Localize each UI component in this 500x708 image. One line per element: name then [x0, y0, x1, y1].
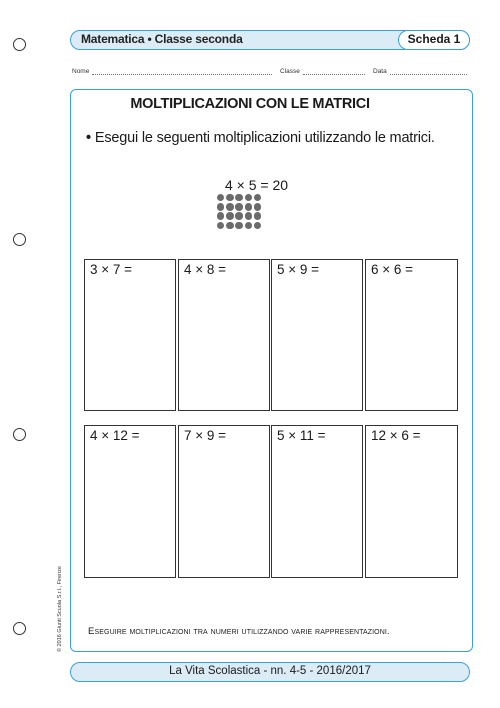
binder-hole-1: [13, 38, 26, 51]
binder-hole-3: [13, 428, 26, 441]
matrix-dot: [245, 222, 252, 229]
footer-bar: La Vita Scolastica - nn. 4-5 - 2016/2017: [70, 662, 470, 682]
sheet-number-badge: Scheda 1: [398, 30, 470, 50]
matrix-dot: [217, 203, 224, 210]
binder-hole-2: [13, 233, 26, 246]
matrix-dot: [226, 222, 233, 229]
copyright-notice: © 2016 Giunti Scuola S.r.l., Firenze: [57, 566, 63, 652]
exercise-label: 5 × 11 =: [277, 428, 326, 443]
matrix-dot: [245, 203, 252, 210]
date-field[interactable]: [373, 67, 467, 75]
exercise-label: 5 × 9 =: [277, 262, 320, 277]
name-field[interactable]: [72, 67, 272, 75]
matrix-dot: [226, 203, 233, 210]
exercise-label: 7 × 9 =: [184, 428, 227, 443]
class-field-label: Classe: [280, 68, 300, 75]
header-bar: [70, 30, 470, 50]
matrix-dot: [226, 212, 233, 219]
example-equation: 4 × 5 = 20: [225, 177, 289, 193]
exercise-label: 4 × 8 =: [184, 262, 227, 277]
binder-hole-4: [13, 622, 26, 635]
matrix-dot: [226, 194, 233, 201]
student-info-fields: [70, 67, 470, 79]
matrix-dot: [254, 203, 261, 210]
name-field-label: Nome: [72, 68, 90, 75]
exercise-box[interactable]: [271, 259, 363, 411]
matrix-dot: [254, 212, 261, 219]
exercise-label: 12 × 6 =: [371, 428, 421, 443]
subject-label: Matematica • Classe seconda: [81, 32, 243, 46]
name-field-line: [92, 67, 272, 75]
exercise-box[interactable]: [84, 259, 176, 411]
date-field-label: Data: [373, 68, 387, 75]
exercise-box[interactable]: [365, 259, 458, 411]
exercise-box[interactable]: [365, 425, 458, 578]
exercise-label: 3 × 7 =: [90, 262, 133, 277]
exercise-box[interactable]: [271, 425, 363, 578]
matrix-dot: [235, 222, 242, 229]
class-field[interactable]: [280, 67, 365, 75]
exercise-label: 4 × 12 =: [90, 428, 140, 443]
matrix-dot: [245, 212, 252, 219]
exercise-box[interactable]: [178, 425, 270, 578]
worksheet-title: MOLTIPLICAZIONI CON LE MATRICI: [130, 96, 370, 112]
instruction-body: Esegui le seguenti moltiplicazioni utilizzando le matrici.: [94, 130, 435, 146]
matrix-dot: [235, 203, 242, 210]
bullet-icon: •: [86, 130, 91, 146]
class-field-line: [303, 67, 365, 75]
matrix-dot: [235, 212, 242, 219]
exercise-box[interactable]: [84, 425, 176, 578]
learning-objective: Eseguire moltiplicazioni tra numeri utilizzando varie rappresentazioni.: [88, 626, 390, 637]
exercise-box[interactable]: [178, 259, 270, 411]
instruction-text: [86, 127, 456, 149]
exercise-label: 6 × 6 =: [371, 262, 414, 277]
date-field-line: [390, 67, 467, 75]
